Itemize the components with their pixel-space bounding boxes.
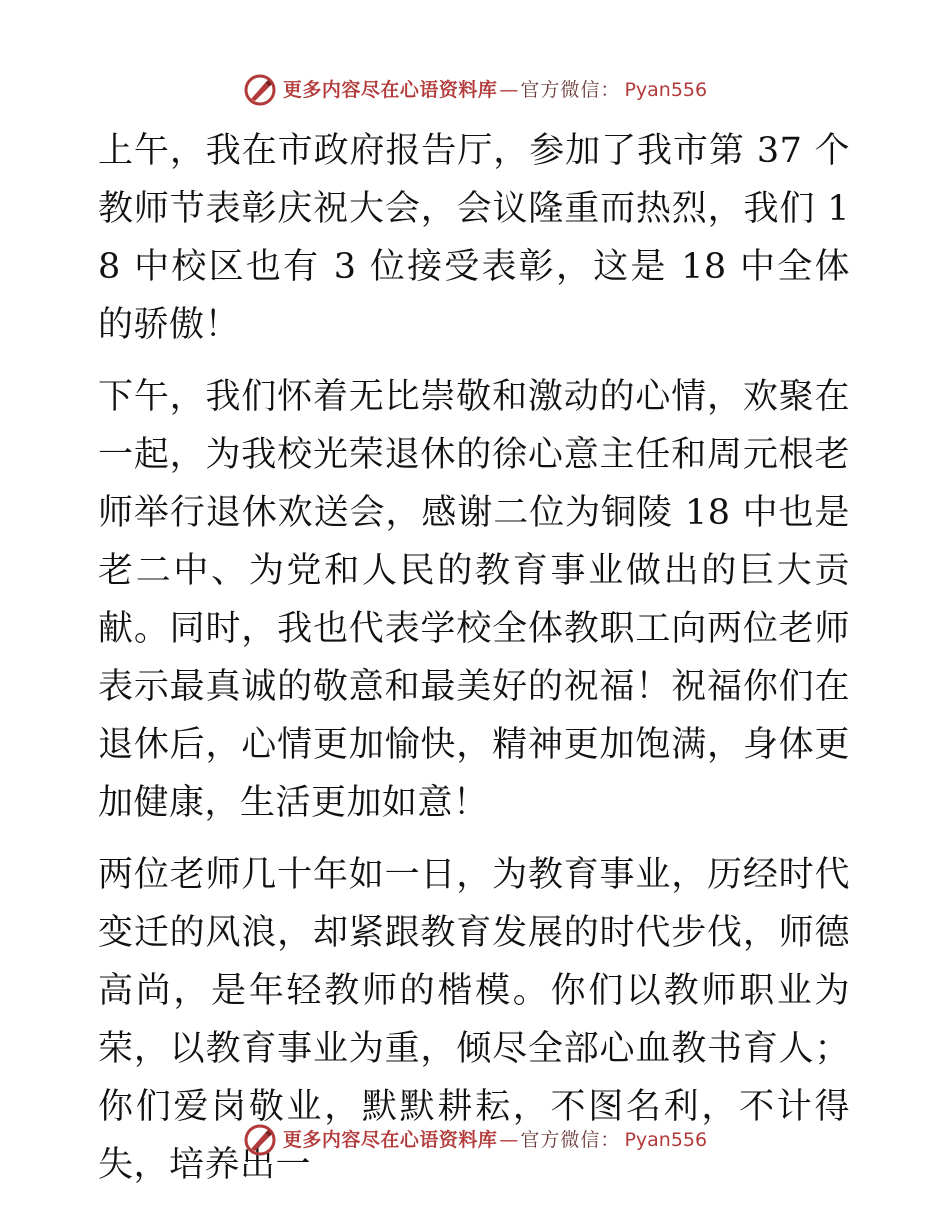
document-body <box>98 122 850 1208</box>
watermark-title: 更多内容尽在心语资料库 <box>282 1129 498 1151</box>
watermark-dash: — <box>499 1129 519 1151</box>
watermark-dash: — <box>499 79 519 101</box>
paragraph-1: 上午，我在市政府报告厅，参加了我市第 37 个教师节表彰庆祝大会，会议隆重而热烈，我们 18 中校区也有 3 位接受表彰，这是 18 中全体的骄傲！ <box>98 131 850 345</box>
watermark-wechat-id: Pyan556 <box>624 1129 708 1151</box>
pen-logo-icon <box>243 73 277 107</box>
pen-logo-icon <box>243 1123 277 1157</box>
paragraph-2: 下午，我们怀着无比崇敬和激动的心情，欢聚在一起，为我校光荣退休的徐心意主任和周元根老师举行退休欢送会，感谢二位为铜陵 18 中也是老二中、为党和人民的教育事业做出的巨大贡献。同时，我也代表学校全体教职工向两位老师表示最真诚的敬意和最美好的祝福！祝福你们在退休后，心情更加愉快，精神更加饱满，身体更加健康，生活更加如意！ <box>98 377 850 823</box>
footer-watermark <box>0 1120 950 1160</box>
watermark-wechat-label: 官方微信： <box>520 1129 621 1151</box>
watermark-title: 更多内容尽在心语资料库 <box>282 79 498 101</box>
watermark-wechat-label: 官方微信： <box>520 79 621 101</box>
paragraph-3: 两位老师几十年如一日，为教育事业，历经时代变迁的风浪，却紧跟教育发展的时代步伐，师德高尚，是年轻教师的楷模。你们以教师职业为荣，以教育事业为重，倾尽全部心血教书育人；你们爱岗敬业，默默耕耘，不图名利，不计得失，培养出一 <box>98 855 850 1185</box>
header-watermark <box>0 70 950 110</box>
watermark-wechat-id: Pyan556 <box>624 79 708 101</box>
